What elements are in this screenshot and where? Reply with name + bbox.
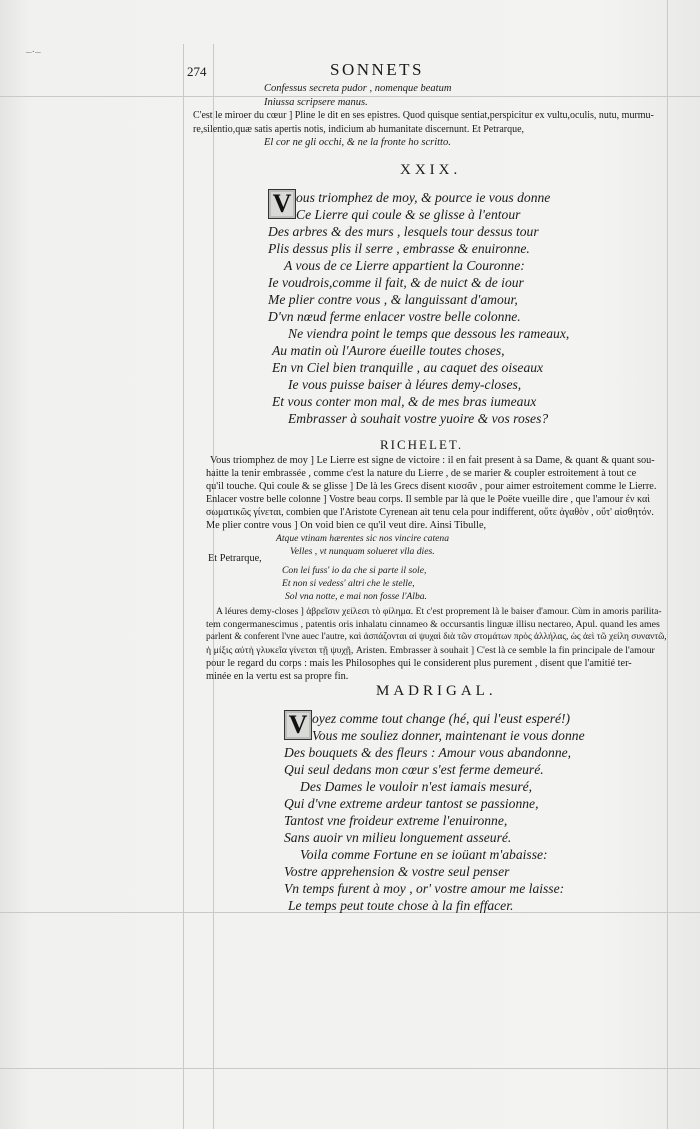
running-title: SONNETS [330,60,425,79]
commentary-line: σωματικῶς γίνεται, combien que l'Aristote Cyrenean ait tenu cela pour indifferent, οὔτε ἀγαθὸν , οὔτ' αἰσθητόν. [206,507,654,518]
madrigal-line: Des Dames le vouloir n'est iamais mesuré, [300,779,533,794]
madrigal-line: Qui d'vne extreme ardeur tantost se passionne, [284,796,539,811]
sonnet-line: Ce Lierre qui coule & se glisse à l'entour [296,207,521,222]
commentary-quote: Velles , vt nunquam solueret vlla dies. [290,546,435,557]
intro-line: C'est le miroer du cœur ] Pline le dit en ses epistres. Quod quisque sentiat,perspicitur ex vultu,oculis, nutu, murmu- [193,110,654,121]
madrigal-line: Le temps peut toute chose à la fin effacer. [288,898,514,913]
sonnet-line: ous triomphez de moy, & pource ie vous donne [296,190,551,205]
commentary-quote: Atque vtinam hærentes sic nos vincire catena [276,533,450,544]
intro-line: re,silentio,quæ satis apertis notis, indicium ab humanitate discernunt. Et Petrarque, [193,124,525,135]
intro-line: El cor ne gli occhi, & ne la fronte ho scritto. [264,137,451,148]
commentary-line: Enlacer vostre belle colonne ] Vostre beau corps. Il semble par là que le Poëte vueille dire , que l'amour ἐν καὶ [206,494,650,505]
commentary-line: minée en la vertu est sa propre fin. [206,671,349,682]
madrigal-line: Vn temps furent à moy , or' vostre amour me laisse: [284,881,565,896]
madrigal-line: Des bouquets & des fleurs : Amour vous abandonne, [284,745,572,760]
madrigal-dropcap: V [284,710,312,740]
madrigal-line: Qui seul dedans mon cœur s'est ferme demeuré. [284,762,544,777]
madrigal-line: Vous me souliez donner, maintenant ie vous donne [312,728,585,743]
sonnet-line: Me plier contre vous , & languissant d'amour, [268,292,518,307]
commentary-line: qu'il touche. Qui coule & se glisse ] De là les Grecs disent κισσᾶν , pour aimer estroitement comme le Lierre. [206,481,657,492]
margin-mark: –·– [26,46,41,58]
commentary-line: ἡ μίξις αὐτὴ γλυκεῖα γίνεται τῇ ψυχῇ, Aristen. Embrasser à souhait ] C'est là ce semble la fin principale de l'amour [206,645,655,656]
madrigal-heading: MADRIGAL. [376,683,497,699]
commentary-quote: Et non si vedess' altri che le stelle, [282,578,415,589]
sonnet-line: En vn Ciel bien tranquille , au caquet des oiseaux [272,360,544,375]
commentary-line: A léures demy-closes ] ἀβρεῖσιν χείλεσι τὸ φίλημα. Et c'est proprement là le baiser d'amour. Cùm in amoris parilita- [216,606,662,617]
sonnet-line: A vous de ce Lierre appartient la Couronne: [284,258,525,273]
sonnet-line: D'vn nœud ferme enlacer vostre belle colonne. [268,309,521,324]
sonnet-line: Ie voudrois,comme il fait, & de nuict & de iour [268,275,524,290]
commentary-line: pour le regard du corps : mais les Philosophes qui le considerent plus purement , disent que l'amitié ter- [206,658,632,669]
sonnet-line: Embrasser à souhait vostre yuoire & vos roses? [288,411,549,426]
commentary-quote: Con lei fuss' io da che si parte il sole, [282,565,427,576]
madrigal-line: oyez comme tout change (hé, qui l'eust esperé!) [312,711,571,726]
madrigal-line: Voila comme Fortune en se ioüant m'abaisse: [300,847,548,862]
sonnet-line: Ie vous puisse baiser à léures demy-closes, [288,377,522,392]
commentary-line: Et Petrarque, [208,553,262,564]
sonnet-line: Plis dessus plis il serre , embrasse & enuironne. [268,241,530,256]
commentary-line: haitte la tenir embrassée , comme c'est la nature du Lierre , de se marier & coupler estroitement à tout ce [206,468,637,479]
intro-line: Confessus secreta pudor , nomenque beatum [264,83,452,94]
madrigal-line: Tantost vne froideur extreme l'enuironne, [284,813,508,828]
folio-number: 274 [187,64,207,79]
commentary-line: Me plier contre vous ] On void bien ce qu'il veut dire. Ainsi Tibulle, [206,520,487,531]
sonnet-line: Et vous conter mon mal, & de mes bras iumeaux [272,394,537,409]
sonnet-line: Ne viendra point le temps que dessous les rameaux, [288,326,570,341]
madrigal-line: Sans auoir vn milieu longuement asseuré. [284,830,512,845]
commentary-line: Vous triomphez de moy ] Le Lierre est signe de victoire : il en fait present à sa Dame, & quant & quant sou- [210,455,655,466]
sonnet-dropcap: V [268,189,296,219]
commentary-line: parlent & conferent l'vne auec l'autre, καὶ ἀσπάζονται αἱ ψυχαὶ διὰ τῶν στομάτων πρὸς ἀλλήλας, ὡς ἀεὶ τῶ χείλη συναντῶ, [206,632,667,642]
commentary-line: tem congermanescimus , patentis oris inhalatu cinnameo & occursantis linguæ illisu nectareo, Apul. quand les ames [206,619,660,630]
sonnet-heading: XXIX. [400,162,462,178]
commentary-heading: RICHELET. [380,437,464,452]
intro-line: Iniussa scripsere manus. [264,97,368,108]
sonnet-line: Au matin où l'Aurore éueille toutes choses, [272,343,505,358]
madrigal-line: Vostre apprehension & vostre seul penser [284,864,510,879]
sonnet-line: Des arbres & des murs , lesquels tour dessus tour [268,224,539,239]
commentary-quote: Sol vna notte, e mai non fosse l'Alba. [285,591,427,602]
